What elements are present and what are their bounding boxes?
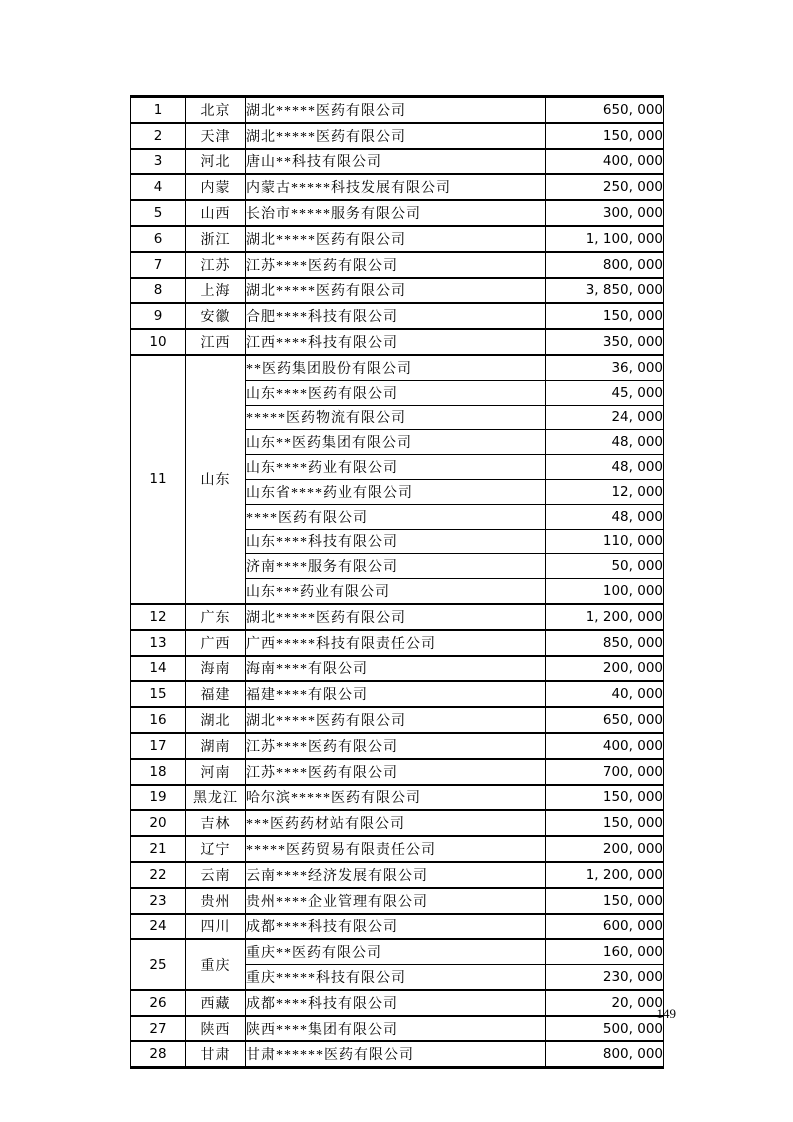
amount-cell: 300, 000 — [546, 200, 664, 226]
province-cell: 四川 — [186, 914, 246, 940]
table-row — [131, 707, 664, 733]
table-row — [131, 1041, 664, 1067]
company-cell: 江西****科技有限公司 — [246, 329, 546, 355]
row-number-cell: 19 — [131, 785, 186, 811]
company-cell: 成都****科技有限公司 — [246, 914, 546, 940]
company-cell: 海南****有限公司 — [246, 656, 546, 682]
row-number-cell: 24 — [131, 914, 186, 940]
row-number-cell: 13 — [131, 630, 186, 656]
province-cell: 西藏 — [186, 990, 246, 1016]
table-row — [131, 278, 664, 304]
amount-cell: 250, 000 — [546, 174, 664, 200]
amount-cell: 1, 200, 000 — [546, 862, 664, 888]
amount-cell: 36, 000 — [546, 355, 664, 380]
row-number-cell: 11 — [131, 355, 186, 604]
company-cell: 唐山**科技有限公司 — [246, 149, 546, 175]
company-cell: 福建****有限公司 — [246, 681, 546, 707]
company-cell: 重庆**医药有限公司 — [246, 939, 546, 964]
company-cell: *****医药物流有限公司 — [246, 405, 546, 430]
amount-cell: 150, 000 — [546, 303, 664, 329]
amount-cell: 650, 000 — [546, 97, 664, 123]
row-number-cell: 15 — [131, 681, 186, 707]
amount-cell: 200, 000 — [546, 656, 664, 682]
page-number: 149 — [656, 1006, 676, 1021]
row-number-cell: 1 — [131, 97, 186, 123]
amount-cell: 48, 000 — [546, 430, 664, 455]
amount-cell: 1, 200, 000 — [546, 604, 664, 630]
row-number-cell: 3 — [131, 149, 186, 175]
table-row — [131, 810, 664, 836]
amount-cell: 800, 000 — [546, 1041, 664, 1067]
province-cell: 广西 — [186, 630, 246, 656]
table-row — [131, 123, 664, 149]
company-cell: 重庆*****科技有限公司 — [246, 965, 546, 990]
province-cell: 内蒙 — [186, 174, 246, 200]
amount-cell: 12, 000 — [546, 479, 664, 504]
row-number-cell: 14 — [131, 656, 186, 682]
row-number-cell: 6 — [131, 226, 186, 252]
company-cell: 哈尔滨*****医药有限公司 — [246, 785, 546, 811]
province-cell: 江西 — [186, 329, 246, 355]
company-cell: 山东****医药有限公司 — [246, 380, 546, 405]
amount-cell: 1, 100, 000 — [546, 226, 664, 252]
table-row — [131, 174, 664, 200]
amount-cell: 500, 000 — [546, 1016, 664, 1042]
province-cell: 贵州 — [186, 888, 246, 914]
table-row — [131, 836, 664, 862]
company-cell: 云南****经济发展有限公司 — [246, 862, 546, 888]
row-number-cell: 17 — [131, 733, 186, 759]
province-cell: 天津 — [186, 123, 246, 149]
row-number-cell: 12 — [131, 604, 186, 630]
province-cell: 河北 — [186, 149, 246, 175]
table-row — [131, 656, 664, 682]
row-number-cell: 5 — [131, 200, 186, 226]
province-cell: 甘肃 — [186, 1041, 246, 1067]
amount-cell: 200, 000 — [546, 836, 664, 862]
province-company-amount-table — [130, 95, 664, 1069]
province-cell: 云南 — [186, 862, 246, 888]
row-number-cell: 18 — [131, 759, 186, 785]
company-cell: 山东***药业有限公司 — [246, 579, 546, 604]
company-cell: ***医药药材站有限公司 — [246, 810, 546, 836]
province-cell: 吉林 — [186, 810, 246, 836]
amount-cell: 24, 000 — [546, 405, 664, 430]
amount-cell: 20, 000 — [546, 990, 664, 1016]
company-cell: 江苏****医药有限公司 — [246, 733, 546, 759]
table-row — [131, 630, 664, 656]
amount-cell: 48, 000 — [546, 455, 664, 480]
amount-cell: 350, 000 — [546, 329, 664, 355]
table-row — [131, 252, 664, 278]
province-cell: 北京 — [186, 97, 246, 123]
row-number-cell: 10 — [131, 329, 186, 355]
company-cell: 湖北*****医药有限公司 — [246, 123, 546, 149]
province-cell: 湖北 — [186, 707, 246, 733]
row-number-cell: 28 — [131, 1041, 186, 1067]
row-number-cell: 20 — [131, 810, 186, 836]
row-number-cell: 4 — [131, 174, 186, 200]
province-cell: 海南 — [186, 656, 246, 682]
row-number-cell: 8 — [131, 278, 186, 304]
table-row — [131, 759, 664, 785]
company-cell: 合肥****科技有限公司 — [246, 303, 546, 329]
company-cell: 成都****科技有限公司 — [246, 990, 546, 1016]
province-cell: 安徽 — [186, 303, 246, 329]
province-cell: 重庆 — [186, 939, 246, 990]
province-cell: 山东 — [186, 355, 246, 604]
amount-cell: 850, 000 — [546, 630, 664, 656]
province-cell: 陕西 — [186, 1016, 246, 1042]
row-number-cell: 21 — [131, 836, 186, 862]
company-cell: 湖北*****医药有限公司 — [246, 97, 546, 123]
amount-cell: 110, 000 — [546, 529, 664, 554]
table-row — [131, 1016, 664, 1042]
table-row — [131, 149, 664, 175]
amount-cell: 230, 000 — [546, 965, 664, 990]
table-row — [131, 733, 664, 759]
company-cell: 山东**医药集团有限公司 — [246, 430, 546, 455]
company-cell: 贵州****企业管理有限公司 — [246, 888, 546, 914]
row-number-cell: 2 — [131, 123, 186, 149]
province-cell: 广东 — [186, 604, 246, 630]
row-number-cell: 9 — [131, 303, 186, 329]
province-cell: 福建 — [186, 681, 246, 707]
row-number-cell: 23 — [131, 888, 186, 914]
row-number-cell: 25 — [131, 939, 186, 990]
province-cell: 辽宁 — [186, 836, 246, 862]
amount-cell: 700, 000 — [546, 759, 664, 785]
amount-cell: 150, 000 — [546, 785, 664, 811]
province-cell: 浙江 — [186, 226, 246, 252]
company-cell: 湖北*****医药有限公司 — [246, 278, 546, 304]
table-row — [131, 226, 664, 252]
company-cell: 内蒙古*****科技发展有限公司 — [246, 174, 546, 200]
company-cell: **医药集团股份有限公司 — [246, 355, 546, 380]
amount-cell: 50, 000 — [546, 554, 664, 579]
amount-cell: 150, 000 — [546, 888, 664, 914]
table-row — [131, 329, 664, 355]
company-cell: 江苏****医药有限公司 — [246, 252, 546, 278]
table-row — [131, 785, 664, 811]
province-cell: 黑龙江 — [186, 785, 246, 811]
row-number-cell: 26 — [131, 990, 186, 1016]
company-cell: 湖北*****医药有限公司 — [246, 707, 546, 733]
amount-cell: 400, 000 — [546, 733, 664, 759]
amount-cell: 150, 000 — [546, 123, 664, 149]
company-cell: 山东****药业有限公司 — [246, 455, 546, 480]
row-number-cell: 22 — [131, 862, 186, 888]
amount-cell: 3, 850, 000 — [546, 278, 664, 304]
table-row — [131, 990, 664, 1016]
amount-cell: 40, 000 — [546, 681, 664, 707]
amount-cell: 48, 000 — [546, 504, 664, 529]
table-row — [131, 303, 664, 329]
row-number-cell: 7 — [131, 252, 186, 278]
province-cell: 湖南 — [186, 733, 246, 759]
amount-cell: 150, 000 — [546, 810, 664, 836]
company-cell: *****医药贸易有限责任公司 — [246, 836, 546, 862]
company-cell: 广西*****科技有限责任公司 — [246, 630, 546, 656]
table-row — [131, 914, 664, 940]
company-cell: ****医药有限公司 — [246, 504, 546, 529]
table-body — [131, 97, 664, 1068]
company-cell: 山东省****药业有限公司 — [246, 479, 546, 504]
amount-cell: 45, 000 — [546, 380, 664, 405]
company-cell: 陕西****集团有限公司 — [246, 1016, 546, 1042]
company-cell: 湖北*****医药有限公司 — [246, 226, 546, 252]
table-row — [131, 97, 664, 123]
company-cell: 甘肃******医药有限公司 — [246, 1041, 546, 1067]
amount-cell: 100, 000 — [546, 579, 664, 604]
province-cell: 上海 — [186, 278, 246, 304]
amount-cell: 800, 000 — [546, 252, 664, 278]
amount-cell: 400, 000 — [546, 149, 664, 175]
table-row — [131, 681, 664, 707]
province-cell: 河南 — [186, 759, 246, 785]
amount-cell: 650, 000 — [546, 707, 664, 733]
province-cell: 山西 — [186, 200, 246, 226]
company-cell: 江苏****医药有限公司 — [246, 759, 546, 785]
table-row — [131, 888, 664, 914]
province-cell: 江苏 — [186, 252, 246, 278]
company-cell: 山东****科技有限公司 — [246, 529, 546, 554]
amount-cell: 160, 000 — [546, 939, 664, 964]
company-cell: 长治市*****服务有限公司 — [246, 200, 546, 226]
row-number-cell: 16 — [131, 707, 186, 733]
company-cell: 湖北*****医药有限公司 — [246, 604, 546, 630]
row-number-cell: 27 — [131, 1016, 186, 1042]
table-row — [131, 604, 664, 630]
company-cell: 济南****服务有限公司 — [246, 554, 546, 579]
table-row — [131, 862, 664, 888]
amount-cell: 600, 000 — [546, 914, 664, 940]
table-row — [131, 355, 664, 380]
table-row — [131, 939, 664, 964]
table-row — [131, 200, 664, 226]
